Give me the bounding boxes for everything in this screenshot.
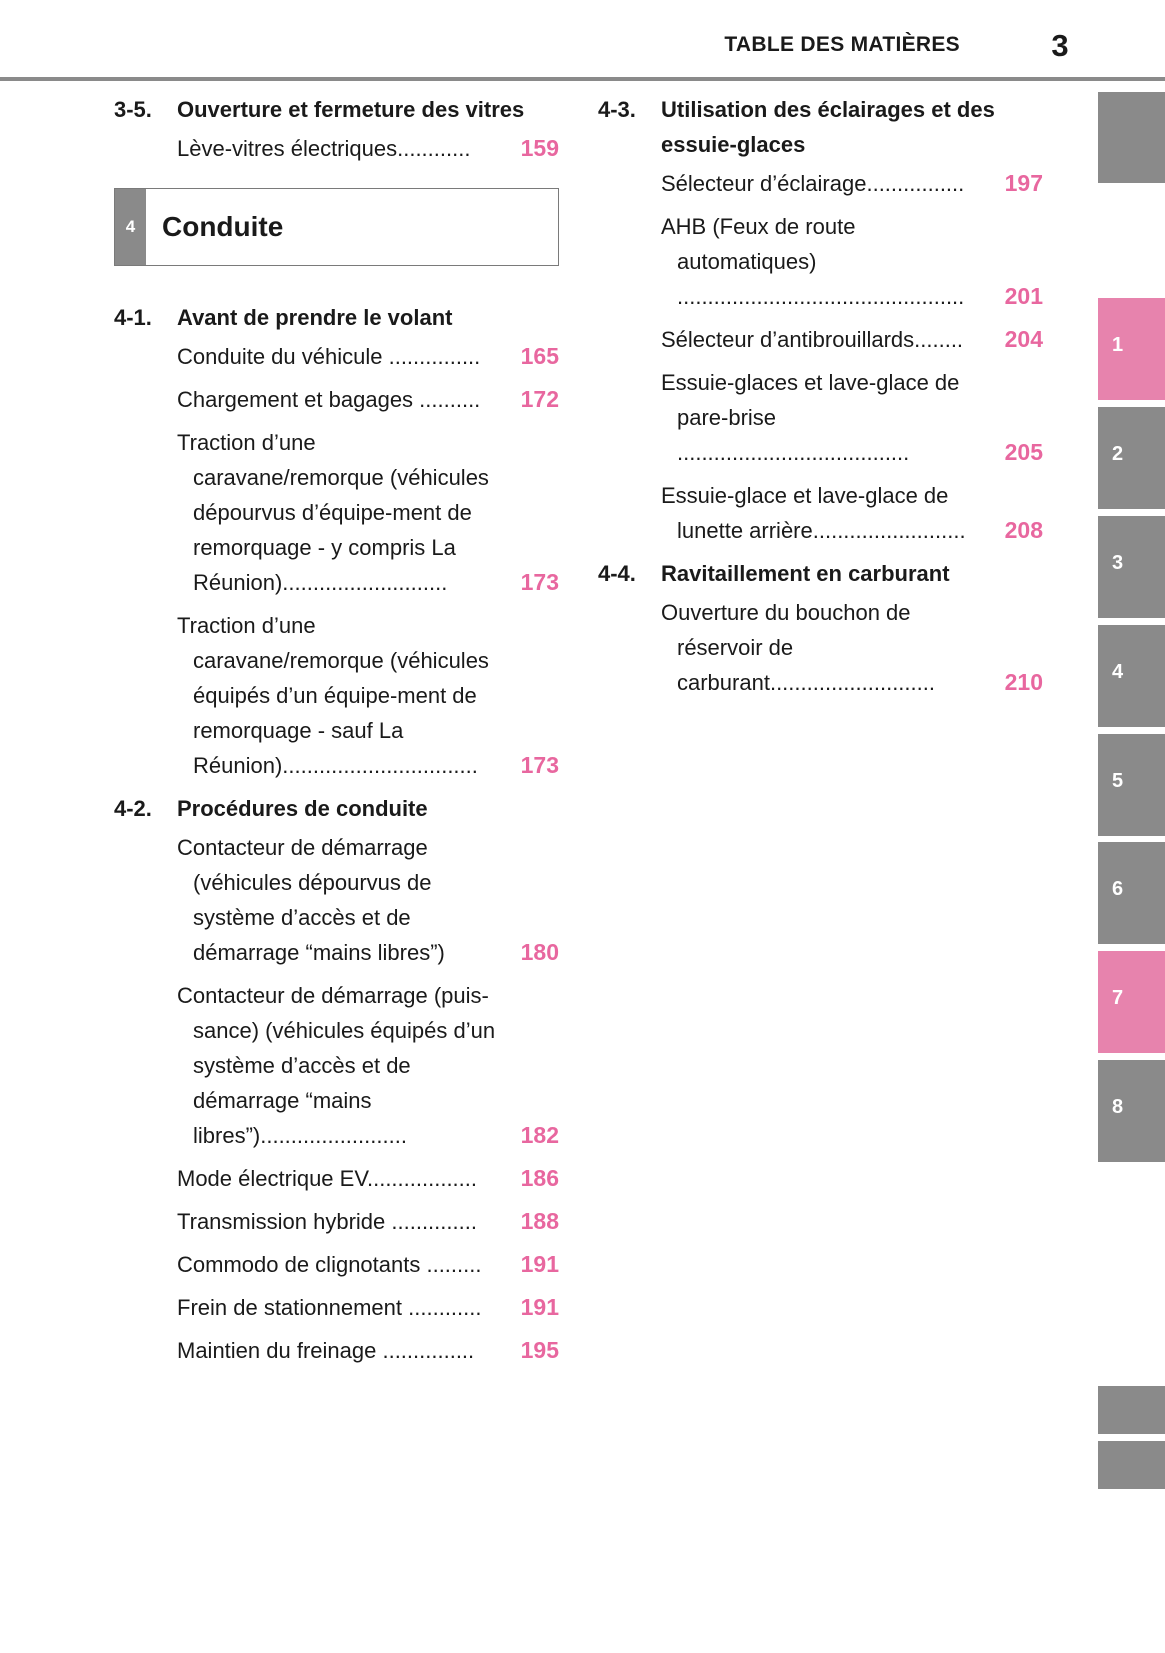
entry-title: Sélecteur d’antibrouillards <box>661 327 915 352</box>
leader-dots: ................................ <box>282 753 478 778</box>
page-link[interactable]: 208 <box>1004 517 1043 543</box>
toc-entry[interactable] <box>177 131 559 166</box>
section-number: 4-4. <box>598 561 636 586</box>
page-link[interactable]: 188 <box>520 1208 559 1234</box>
page-link[interactable]: 173 <box>520 752 559 778</box>
leader-dots: ...................................... <box>677 440 910 465</box>
thumb-tab-2[interactable] <box>1098 407 1165 509</box>
leader-dots: ............ <box>397 136 471 161</box>
leader-dots: .................. <box>366 1166 478 1191</box>
toc-entry[interactable] <box>177 1161 559 1196</box>
section-title: Utilisation des éclairages et des essuie-glaces <box>661 97 995 157</box>
leader-dots: ............................................... <box>677 284 965 309</box>
section-title: Ouverture et fermeture des vitres <box>177 97 525 122</box>
entry-title: Frein de stationnement <box>177 1295 403 1320</box>
tab-label: 8 <box>1112 1096 1124 1118</box>
entry-title: Traction d’une caravane/remorque (véhicules dépourvus d’équipe-ment de remorquage - y compris La Réunion) <box>177 430 489 595</box>
page-link[interactable]: 159 <box>520 135 559 161</box>
toc-entry[interactable] <box>177 1204 559 1239</box>
toc-entry[interactable] <box>661 209 1043 314</box>
leader-dots: .............. <box>385 1209 477 1234</box>
leader-dots: ................ <box>866 171 965 196</box>
toc-entry[interactable] <box>177 425 559 600</box>
entry-title: Sélecteur d’éclairage <box>661 171 867 196</box>
toc-entry[interactable] <box>661 322 1043 357</box>
entry-title: Maintien du freinage <box>177 1338 377 1363</box>
thumb-tab-6[interactable] <box>1098 842 1165 944</box>
thumb-tab-blank-index-2[interactable] <box>1098 1441 1165 1489</box>
thumb-tab-7[interactable] <box>1098 951 1165 1053</box>
entry-title: Contacteur de démarrage (puis-sance) (véhicules équipés d’un système d’accès et de démarrage “mains libres”) <box>177 983 496 1148</box>
tab-label: 6 <box>1112 878 1124 900</box>
leader-dots: ............... <box>382 344 481 369</box>
page-link[interactable]: 180 <box>520 939 559 965</box>
tab-label: 7 <box>1112 987 1124 1009</box>
tab-label: 5 <box>1112 770 1124 792</box>
toc-entry[interactable] <box>177 830 559 970</box>
entry-title: Mode électrique EV <box>177 1166 367 1191</box>
entry-title: Ouverture du bouchon de réservoir de carburant <box>661 600 911 695</box>
toc-entry[interactable] <box>177 1290 559 1325</box>
entry-title: Conduite du véhicule <box>177 344 383 369</box>
entry-title: Transmission hybride <box>177 1209 386 1234</box>
section-title: Avant de prendre le volant <box>177 305 453 330</box>
page-link[interactable]: 204 <box>1004 326 1043 352</box>
leader-dots: ........................ <box>260 1123 407 1148</box>
section-number: 4-3. <box>598 97 636 122</box>
tab-label: 2 <box>1112 443 1124 465</box>
leader-dots: ............ <box>402 1295 482 1320</box>
page-link[interactable]: 173 <box>520 569 559 595</box>
tab-label: 1 <box>1112 334 1124 356</box>
page-link[interactable]: 191 <box>520 1251 559 1277</box>
page-number: 3 <box>1051 28 1069 63</box>
section-number: 4-1. <box>114 305 152 330</box>
tab-label: 3 <box>1112 552 1124 574</box>
toc-entry[interactable] <box>177 978 559 1153</box>
entry-title: Essuie-glace et lave-glace de lunette arrière <box>661 483 949 543</box>
thumb-tab-3[interactable] <box>1098 516 1165 618</box>
toc-entry[interactable] <box>177 1247 559 1282</box>
entry-title: Commodo de clignotants <box>177 1252 421 1277</box>
leader-dots: ......... <box>420 1252 482 1277</box>
entry-title: Lève-vitres électriques <box>177 136 398 161</box>
running-header-title: TABLE DES MATIÈRES <box>724 33 960 56</box>
toc-right-column <box>598 92 1043 708</box>
entry-title: Contacteur de démarrage (véhicules dépourvus de système d’accès et de démarrage “mains libres”) <box>177 835 445 965</box>
page-link[interactable]: 210 <box>1004 669 1043 695</box>
section-4-1-heading[interactable] <box>114 300 559 335</box>
section-4-2-heading[interactable] <box>114 791 559 826</box>
section-title: Procédures de conduite <box>177 796 428 821</box>
toc-entry[interactable] <box>177 339 559 374</box>
leader-dots: .......... <box>413 387 481 412</box>
chapter-title: Conduite <box>162 211 284 242</box>
toc-entry[interactable] <box>661 166 1043 201</box>
header-divider <box>0 77 1165 81</box>
section-4-4-heading[interactable] <box>598 556 1043 591</box>
thumb-tab-5[interactable] <box>1098 734 1165 836</box>
section-title: Ravitaillement en carburant <box>661 561 950 586</box>
thumb-tab-1[interactable] <box>1098 298 1165 400</box>
page-link[interactable]: 165 <box>520 343 559 369</box>
toc-entry[interactable] <box>177 608 559 783</box>
thumb-tab-blank-index-1[interactable] <box>1098 1386 1165 1434</box>
tab-label: 4 <box>1112 661 1124 683</box>
section-4-3-heading[interactable] <box>598 92 1043 162</box>
entry-title: Chargement et bagages <box>177 387 414 412</box>
section-3-5-heading[interactable] <box>114 92 559 127</box>
page-link[interactable]: 201 <box>1004 283 1043 309</box>
leader-dots: ......................... <box>812 518 966 543</box>
leader-dots: ........ <box>914 327 964 352</box>
toc-left-column <box>114 92 559 1376</box>
leader-dots: ........................... <box>769 670 935 695</box>
thumb-tab-8[interactable] <box>1098 1060 1165 1162</box>
page-link[interactable]: 191 <box>520 1294 559 1320</box>
page-link[interactable]: 186 <box>520 1165 559 1191</box>
thumb-tab-blank-top[interactable] <box>1098 92 1165 183</box>
page-link[interactable]: 182 <box>520 1122 559 1148</box>
chapter-number: 4 <box>115 189 146 265</box>
page-link[interactable]: 197 <box>1004 170 1043 196</box>
page-link[interactable]: 195 <box>520 1337 559 1363</box>
leader-dots: ........................... <box>282 570 448 595</box>
section-number: 3-5. <box>114 97 152 122</box>
toc-entry[interactable] <box>661 478 1043 548</box>
page-link[interactable]: 172 <box>520 386 559 412</box>
entry-title: Traction d’une caravane/remorque (véhicules équipés d’un équipe-ment de remorquage - sauf La Réunion) <box>177 613 489 778</box>
leader-dots: ............... <box>376 1338 475 1363</box>
toc-entry[interactable] <box>177 382 559 417</box>
toc-entry[interactable] <box>661 595 1043 700</box>
page-link[interactable]: 205 <box>1004 439 1043 465</box>
chapter-heading-box[interactable] <box>114 188 559 266</box>
toc-entry[interactable] <box>177 1333 559 1368</box>
entry-title: Essuie-glaces et lave-glace de pare-brise <box>661 370 960 430</box>
section-number: 4-2. <box>114 796 152 821</box>
toc-entry[interactable] <box>661 365 1043 470</box>
entry-title: AHB (Feux de route automatiques) <box>661 214 856 274</box>
thumb-tab-4[interactable] <box>1098 625 1165 727</box>
